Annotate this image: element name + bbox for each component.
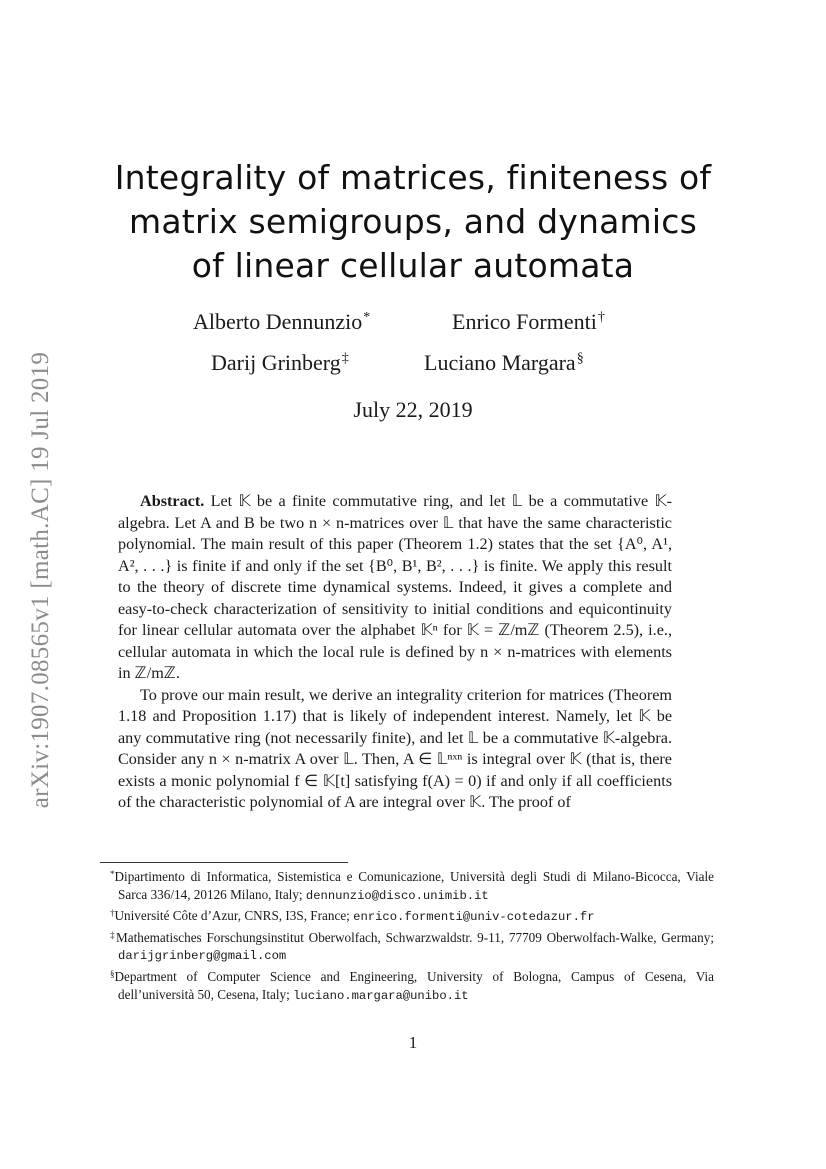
author-dennunzio xyxy=(193,309,370,335)
footnote-mark: * xyxy=(110,869,115,879)
footnote-divider xyxy=(100,862,348,863)
footnotes xyxy=(100,866,714,1005)
abstract-paragraph xyxy=(118,685,672,814)
footnote-mark: † xyxy=(110,908,115,919)
author-margara xyxy=(424,350,584,376)
author-mark: † xyxy=(597,310,605,325)
author-grinberg xyxy=(211,350,349,376)
footnote-mark: ‡ xyxy=(110,929,116,940)
email-link[interactable]: luciano.margara@unibo.it xyxy=(293,988,469,1003)
author-mark: ‡ xyxy=(341,351,349,366)
abstract-text: Let 𝕂 be a finite commutative ring, and let 𝕃 be a commutative 𝕂-algebra. Let A and B be two n × n-matrices over 𝕃 that have the same characteristic polynomial. The main result of this paper (Theorem 1.2) states that the set {A⁰, A¹, A², . . .} is finite if and only if the set {B⁰, B¹, B², . . .} is finite. We apply this result to the theory of discrete time dynamical systems. Indeed, it gives a complete and easy-to-check characterization of sensitivity to initial conditions and equicontinuity for linear cellular automata over the alphabet 𝕂ⁿ for 𝕂 = ℤ/mℤ (Theorem 2.5), i.e., cellular automata in which the local rule is defined by n × n-matrices with elements in ℤ/mℤ. xyxy=(118,492,673,682)
title-line: Integrality of matrices, finiteness of xyxy=(114,158,712,197)
footnote-dennunzio xyxy=(100,866,714,905)
author-formenti xyxy=(452,309,605,335)
page-number: 1 xyxy=(408,1033,418,1052)
email-link[interactable]: enrico.formenti@univ-cotedazur.fr xyxy=(353,910,595,925)
author-name: Enrico Formenti xyxy=(452,309,597,334)
footnote-text: Dipartimento di Informatica, Sistemistica e Comunicazione, Università degli Studi di Milano-Bicocca, Viale Sarca 336/14, 20126 Milano, Italy; xyxy=(114,869,714,902)
arxiv-identifier: arXiv:1907.08565v1 [math.AC] 19 Jul 2019 xyxy=(27,351,54,809)
footnote-grinberg xyxy=(100,927,714,966)
author-name: Luciano Margara xyxy=(424,350,576,375)
footnote-text: Department of Computer Science and Engineering, University of Bologna, Campus of Cesena, Via dell’università 50, Cesena, Italy; xyxy=(114,968,714,1002)
abstract-label: Abstract. xyxy=(140,492,205,510)
abstract-paragraph xyxy=(118,491,672,685)
author-mark: * xyxy=(363,310,371,325)
paper-date: July 22, 2019 xyxy=(353,397,473,422)
footnote-mark: § xyxy=(110,968,115,979)
abstract xyxy=(118,491,672,814)
title-line: of linear cellular automata xyxy=(191,246,635,285)
email-link[interactable]: darijgrinberg@gmail.com xyxy=(118,949,287,964)
author-mark: § xyxy=(576,351,584,366)
author-name: Alberto Dennunzio xyxy=(193,309,363,334)
title-line: matrix semigroups, and dynamics xyxy=(129,202,697,241)
footnote-formenti xyxy=(100,905,714,927)
abstract-text: To prove our main result, we derive an integrality criterion for matrices (Theorem 1.18 and Proposition 1.17) that is likely of independent interest. Namely, let 𝕂 be any commutative ring (not necessarily finite), and let 𝕃 be a commutative 𝕂-algebra. Consider any n × n-matrix A over 𝕃. Then, A ∈ 𝕃ⁿˣⁿ is integral over 𝕂 (that is, there exists a monic polynomial f ∈ 𝕂[t] satisfying f(A) = 0) if and only if all coefficients of the characteristic polynomial of A are integral over 𝕂. The proof of xyxy=(118,685,672,811)
email-link[interactable]: dennunzio@disco.unimib.it xyxy=(305,888,489,903)
author-name: Darij Grinberg xyxy=(211,350,341,375)
paper-title xyxy=(100,156,726,288)
footnote-text: Université Côte d’Azur, CNRS, I3S, France; xyxy=(114,908,350,924)
footnote-margara xyxy=(100,966,714,1005)
footnote-text: Mathematisches Forschungsinstitut Oberwolfach, Schwarzwaldstr. 9-11, 77709 Oberwolfach-Walke, Germany; xyxy=(115,929,714,945)
